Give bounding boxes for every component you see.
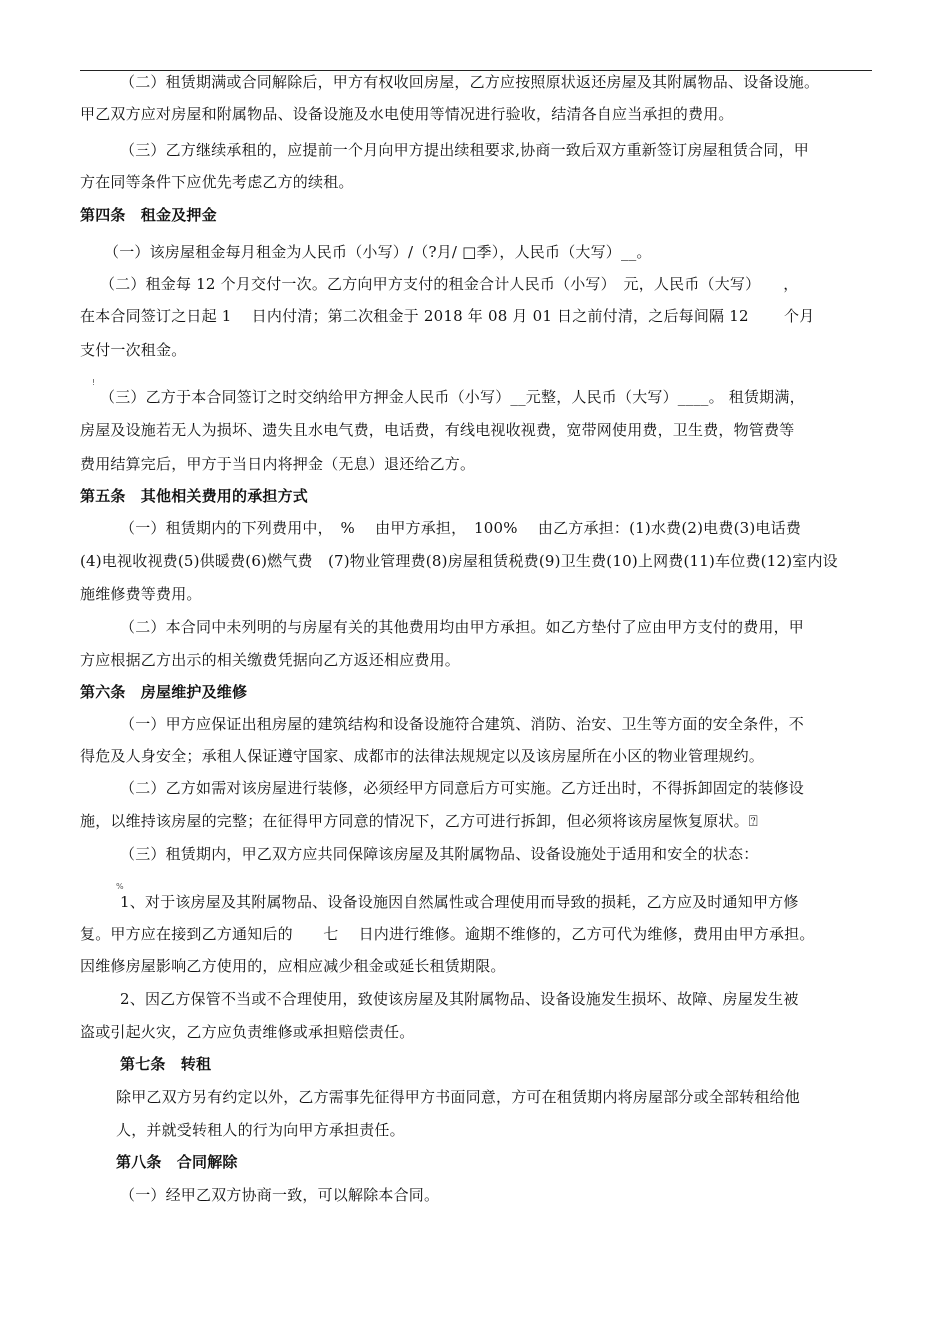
- section-heading-6: 第六条 房屋维护及维修: [80, 683, 248, 701]
- paragraph-line: 支付一次租金。: [80, 341, 187, 359]
- paragraph-line: 房屋及设施若无人为损坏、遗失且水电气费，电话费，有线电视收视费，宽带网使用费，卫生费，物管费等: [80, 421, 795, 439]
- paragraph-line: （二）租赁期满或合同解除后，甲方有权收回房屋，乙方应按照原状返还房屋及其附属物品、设备设施。: [120, 73, 820, 91]
- paragraph-line: (4)电视收视费(5)供暖费(6)燃气费 (7)物业管理费(8)房屋租赁税费(9)卫生费(10)上网费(11)车位费(12)室内设: [80, 552, 838, 570]
- paragraph-line: （二）本合同中未列明的与房屋有关的其他费用均由甲方承担。如乙方垫付了应由甲方支付的费用，甲: [120, 618, 805, 636]
- paragraph-line: （一）该房屋租金每月租金为人民币（小写）/（?月/ □季），人民币（大写）__。: [104, 243, 652, 261]
- paragraph-line: 甲乙双方应对房屋和附属物品、设备设施及水电使用等情况进行验收，结清各自应当承担的费用。: [80, 105, 734, 123]
- paragraph-line: （三）乙方于本合同签订之时交纳给甲方押金人民币（小写）__元整，人民币（大写）____。 租赁期满，: [100, 388, 805, 406]
- paragraph-line: 方在同等条件下应优先考虑乙方的续租。: [80, 173, 354, 191]
- paragraph-line: （一）租赁期内的下列费用中， % 由甲方承担， 100% 由乙方承担：(1)水费(2)电费(3)电话费: [120, 519, 802, 537]
- section-heading-7: 第七条 转租: [120, 1055, 212, 1073]
- paragraph-line: （一）甲方应保证出租房屋的建筑结构和设备设施符合建筑、消防、治安、卫生等方面的安全条件，不: [120, 715, 805, 733]
- paragraph-line: 2、因乙方保管不当或不合理使用，致使该房屋及其附属物品、设备设施发生损坏、故障、房屋发生被: [120, 990, 799, 1008]
- stray-mark: !: [92, 378, 96, 387]
- paragraph-line: 复。甲方应在接到乙方通知后的 七 日内进行维修。逾期不维修的，乙方可代为维修，费用由甲方承担。: [80, 925, 815, 943]
- paragraph-line: 方应根据乙方出示的相关缴费凭据向乙方返还相应费用。: [80, 651, 461, 669]
- paragraph-line: 施维修费等费用。: [80, 585, 202, 603]
- paragraph-line: 施，以维持该房屋的完整；在征得甲方同意的情况下，乙方可进行拆卸，但必须将该房屋恢复原状。⍰: [80, 812, 759, 830]
- stray-mark: %: [116, 882, 124, 891]
- paragraph-line: 得危及人身安全；承租人保证遵守国家、成都市的法律法规规定以及该房屋所在小区的物业管理规约。: [80, 747, 765, 765]
- paragraph-line: 在本合同签订之日起 1 日内付清；第二次租金于 2018 年 08 月 01 日之前付清，之后每间隔 12 个月: [80, 307, 815, 325]
- paragraph-line: 除甲乙双方另有约定以外，乙方需事先征得甲方书面同意，方可在租赁期内将房屋部分或全部转租给他: [116, 1088, 801, 1106]
- paragraph-line: （一）经甲乙双方协商一致，可以解除本合同。: [120, 1186, 440, 1204]
- section-heading-8: 第八条 合同解除: [116, 1153, 238, 1171]
- paragraph-line: （二）租金每 12 个月交付一次。乙方向甲方支付的租金合计人民币（小写） 元，人民币（大写） ，: [100, 275, 799, 293]
- paragraph-line: 1、对于该房屋及其附属物品、设备设施因自然属性或合理使用而导致的损耗，乙方应及时通知甲方修: [120, 893, 799, 911]
- paragraph-line: （二）乙方如需对该房屋进行装修，必须经甲方同意后方可实施。乙方迁出时，不得拆卸固定的装修设: [120, 779, 805, 797]
- header-rule: [80, 70, 872, 71]
- section-heading-4: 第四条 租金及押金: [80, 206, 217, 224]
- paragraph-line: 人，并就受转租人的行为向甲方承担责任。: [116, 1121, 405, 1139]
- section-heading-5: 第五条 其他相关费用的承担方式: [80, 487, 309, 505]
- paragraph-line: （三）租赁期内，甲乙双方应共同保障该房屋及其附属物品、设备设施处于适用和安全的状态：: [120, 845, 759, 863]
- paragraph-line: 费用结算完后，甲方于当日内将押金（无息）退还给乙方。: [80, 455, 476, 473]
- paragraph-line: （三）乙方继续承租的，应提前一个月向甲方提出续租要求,协商一致后双方重新签订房屋租赁合同，甲: [120, 141, 809, 159]
- paragraph-line: 因维修房屋影响乙方使用的，应相应减少租金或延长租赁期限。: [80, 957, 506, 975]
- paragraph-line: 盗或引起火灾，乙方应负责维修或承担赔偿责任。: [80, 1023, 415, 1041]
